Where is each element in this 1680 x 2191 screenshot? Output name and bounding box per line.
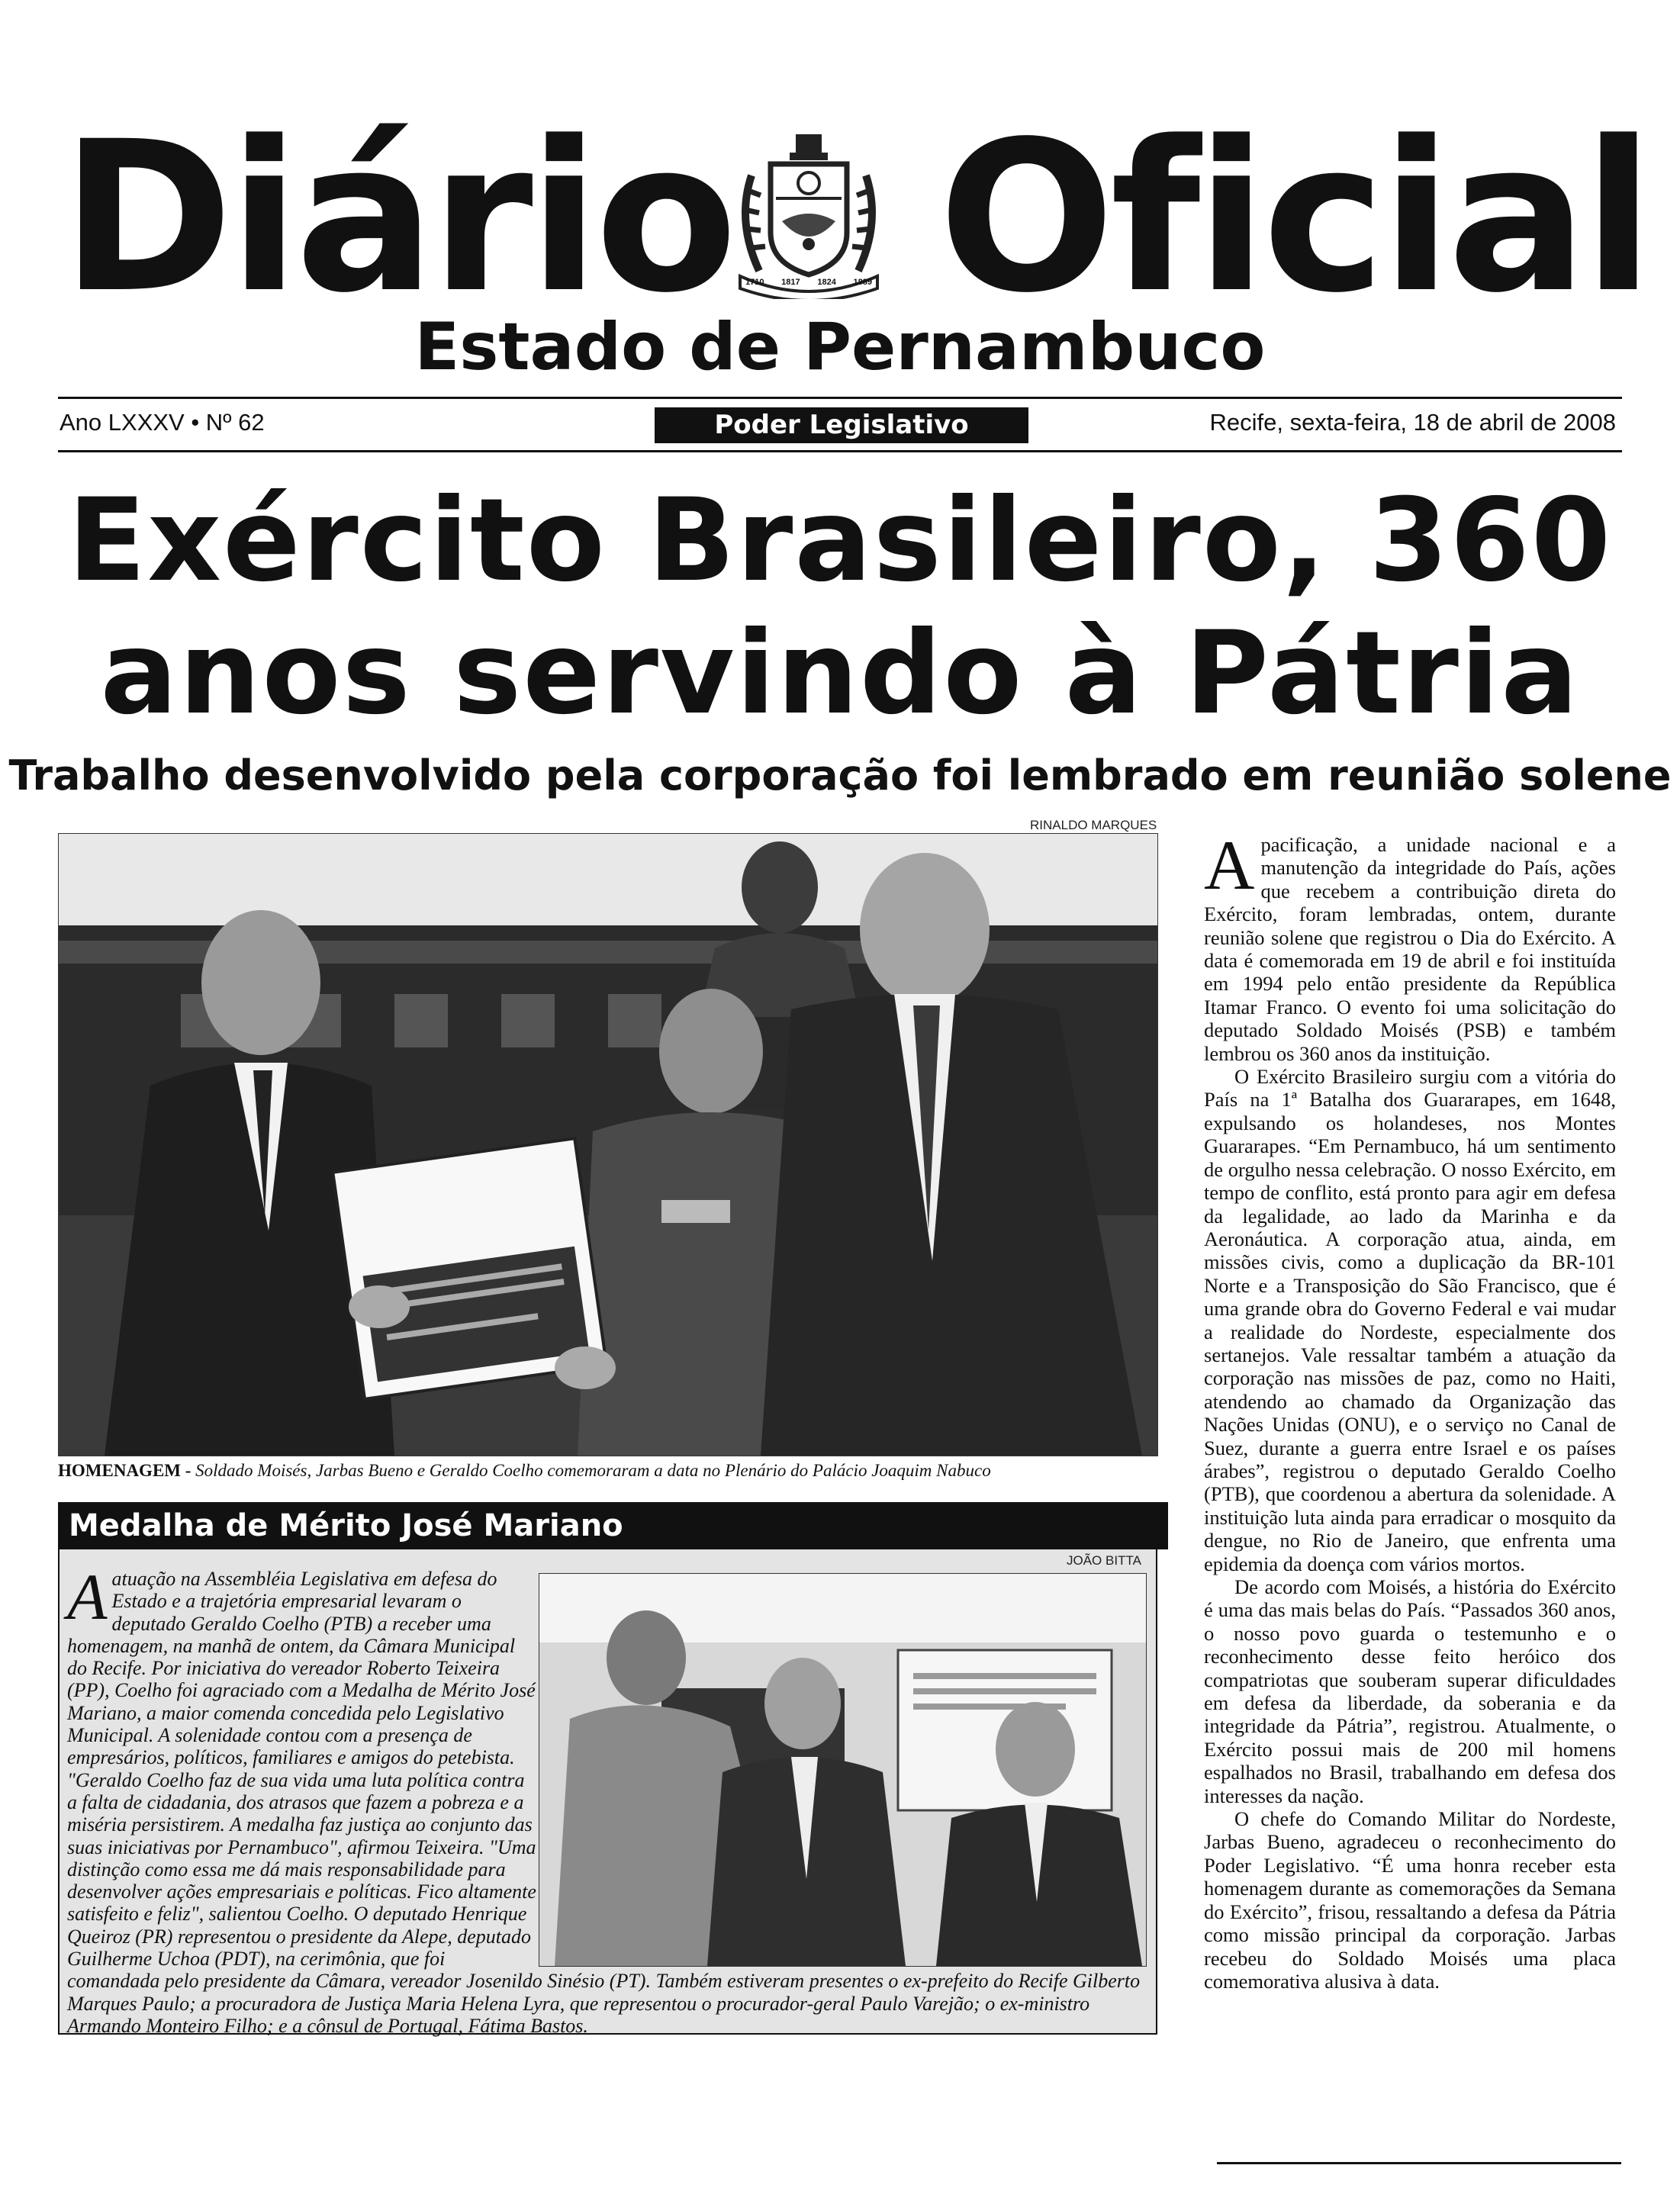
box-photo-credit: JOÃO BITTA [1067, 1553, 1141, 1568]
crest-year-3: 1824 [817, 278, 836, 287]
main-article-body [1204, 826, 1616, 1993]
crest-years [745, 278, 872, 287]
main-article-paragraph-1: pacificação, a unidade nacional e a manutenção da integridade do País, ações que recebem a contribuição direta do Exército, foram lembradas, ontem, durante reunião solene que registrou o Dia do Exército. A data é comemorada em 19 de abril e foi instituída em 1994 pelo então presidente da República Itamar Franco. O evento foi uma solicitação do deputado Soldado Moisés (PSB) e também lembrou os 360 anos da instituição. [1204, 833, 1616, 1065]
issue-bar-top-rule [58, 397, 1622, 399]
main-article-paragraph-4: O chefe do Comando Militar do Nordeste, Jarbas Bueno, agradeceu o reconhecimento do Poder Legislativo. “É uma honra receber esta homenagem durante as comemorações da Semana do Exército”, frisou, ressaltando a defesa da Pátria como missão principal da corporação. Jarbas recebeu do Soldado Moisés uma placa comemorativa alusiva à data. [1204, 1807, 1616, 1993]
crest-year-4: 1889 [853, 278, 872, 287]
main-article-dropcap: A [1204, 826, 1255, 904]
headline-line-1: Exército Brasileiro, 360 [67, 475, 1613, 607]
main-photo [58, 833, 1158, 1456]
section-label: Poder Legislativo [655, 407, 1028, 443]
box-story-dropcap: A [67, 1560, 108, 1633]
crest-year-1: 1710 [745, 278, 764, 287]
main-article-paragraph-3: De acordo com Moisés, a história do Exército é uma das mais belas do País. “Passados 360 anos, o nosso povo guarda o testemunho e o reconhecimento desse feito heróico dos compatriotas que souberam superar dificuldades em defesa da liberdade, da soberania e da integridade da Pátria”, registrou. Atualmente, o Exército possui mais de 200 mil homens espalhados no Brasil, trabalhando em defesa dos interesses da nação. [1204, 1575, 1616, 1807]
issue-bar-bottom-rule [58, 450, 1622, 452]
dateline: Recife, sexta-feira, 18 de abril de 2008 [1209, 409, 1616, 436]
caption-text: Soldado Moisés, Jarbas Bueno e Geraldo Coelho comemoraram a data no Plenário do Palácio Joaquim Nabuco [195, 1461, 991, 1480]
main-photo-credit: RINALDO MARQUES [1030, 818, 1157, 832]
issue-number: Ano LXXXV • Nº 62 [60, 409, 265, 436]
box-text-wrap-spacer [536, 1568, 1147, 1967]
masthead-title-right: Oficial [938, 98, 1650, 339]
masthead-title-left: Diário [61, 98, 733, 339]
masthead-subtitle: Estado de Pernambuco [414, 309, 1266, 385]
headline-line-2: anos servindo à Pátria [100, 607, 1580, 740]
main-headline [0, 475, 1680, 740]
pernambuco-coat-of-arms-icon [729, 130, 889, 299]
main-deck: Trabalho desenvolvido pela corporação foi lembrado em reunião solene [8, 751, 1672, 800]
article-end-rule [1217, 2162, 1621, 2164]
caption-label: HOMENAGEM - [58, 1461, 191, 1480]
box-story-heading: Medalha de Mérito José Mariano [58, 1502, 1168, 1549]
main-article-paragraph-2: O Exército Brasileiro surgiu com a vitória do País na 1ª Batalha dos Guararapes, em 1648, expulsando os holandeses, nos Montes Guararapes. “Em Pernambuco, há um sentimento de orgulho nessa celebração. O nosso Exército, em tempo de conflito, está pronto para agir em defesa da legalidade, ao lado da Marinha e da Aeronáutica. A corporação atua, ainda, em missões civis, como a duplicação da BR-101 Norte e a Transposição do São Francisco, que é uma grande obra do Governo Federal e vai mudar a realidade do Nordeste, especialmente dos sertanejos. Vale ressaltar também a atuação da corporação nas missões de paz, como no Haiti, atendendo ao chamado da Organização das Nações Unidas (ONU), e o serviço no Canal de Suez, durante a guerra entre Israel e os países árabes”, registrou o deputado Geraldo Coelho (PTB), que coordenou a abertura da solenidade. A instituição luta ainda para erradicar o mosquito da dengue, no Rio de Janeiro, que enfrenta uma epidemia da doença com vários mortos. [1204, 1065, 1616, 1575]
crest-year-2: 1817 [781, 278, 800, 287]
main-photo-caption [58, 1460, 1160, 1482]
box-story-text: atuação na Assembléia Legislativa em defesa do Estado e a trajetória empresarial levaram o deputado Geraldo Coelho (PTB) a receber uma homenagem, na manhã de ontem, da Câmara Municipal do Recife. Por iniciativa do vereador Roberto Teixeira (PP), Coelho foi agraciado com a Medalha de Mérito José Mariano, a maior comenda concedida pelo Legislativo Municipal. A solenidade contou com a presença de empresários, políticos, familiares e amigos do petebista. "Geraldo Coelho faz de sua vida uma luta política contra a falta de cidadania, dos atrasos que fazem a pobreza e a miséria persistirem. A medalha faz justiça ao conjunto das suas iniciativas por Pernambuco", afirmou Teixeira. "Uma distinção como essa me dá mais responsabilidade para desenvolver ações empresariais e políticas. Fico altamente satisfeito e feliz", salientou Coelho. O deputado Henrique Queiroz (PR) representou o presidente da Alepe, deputado Guilherme Uchoa (PDT), na cerimônia, que foi comandada pelo presidente da Câmara, vereador Josenildo Sinésio (PT). Também estiveram presentes o ex-prefeito do Recife Gilberto Marques Paulo; a procuradora de Justiça Maria Helena Lyra, que representou o procurador-geral Paulo Varejão; o ex-ministro Armando Monteiro Filho; e a cônsul de Portugal, Fátima Bastos. [67, 1568, 1141, 2037]
